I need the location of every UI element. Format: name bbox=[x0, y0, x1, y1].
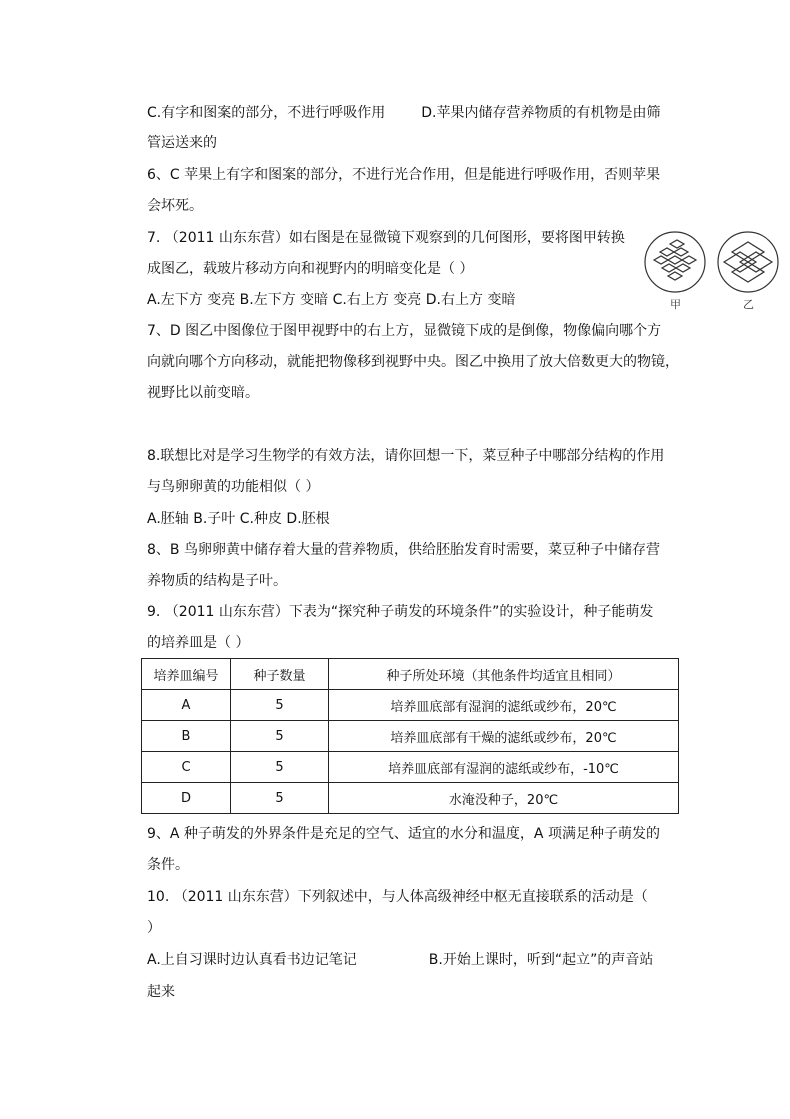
question-7-options: A.左下方 变亮 B.左下方 变暗 C.右上方 变亮 D.右上方 变暗 bbox=[147, 292, 516, 308]
table-cell: D bbox=[142, 783, 231, 814]
question-8: 8.联想比对是学习生物学的有效方法，请你回想一下，菜豆种子中哪部分结构的作用 bbox=[147, 448, 665, 464]
option-d: D.苹果内储存营养物质的有机物是由筛 bbox=[421, 105, 661, 121]
answer-8-cont: 养物质的结构是子叶。 bbox=[147, 573, 287, 589]
answer-7-cont: 视野比以前变暗。 bbox=[147, 385, 259, 401]
question-10: 10. （2011 山东东营）下列叙述中，与人体高级神经中枢无直接联系的活动是（ bbox=[147, 889, 648, 905]
table-cell: 5 bbox=[231, 721, 329, 752]
table-cell: 培养皿底部有干燥的滤纸或纱布，20℃ bbox=[329, 721, 679, 752]
field-yi bbox=[718, 232, 778, 292]
table-cell: 培养皿底部有湿润的滤纸或纱布，20℃ bbox=[329, 690, 679, 721]
figure-label-jia: 甲 bbox=[670, 298, 681, 311]
table-cell: A bbox=[142, 690, 231, 721]
table-cell: 水淹没种子，20℃ bbox=[329, 783, 679, 814]
table-row bbox=[142, 721, 679, 752]
question-7-cont: 成图乙，载玻片移动方向和视野内的明暗变化是（ ） bbox=[147, 261, 474, 277]
table-row bbox=[142, 690, 679, 721]
question-7: 7. （2011 山东东营）如右图是在显微镜下观察到的几何图形，要将图甲转换 bbox=[147, 230, 625, 246]
table-row bbox=[142, 752, 679, 783]
table-cell: B bbox=[142, 721, 231, 752]
table-cell: 5 bbox=[231, 690, 329, 721]
option-c-d-line bbox=[147, 103, 660, 123]
question-8-cont: 与鸟卵卵黄的功能相似（ ） bbox=[147, 479, 320, 495]
microscope-fields-diagram bbox=[640, 230, 790, 310]
question-10-cont: ） bbox=[147, 920, 161, 936]
figure-label-yi: 乙 bbox=[743, 298, 754, 311]
option-a: A.上自习课时边认真看书边记笔记 bbox=[147, 952, 357, 968]
text-line: 会坏死。 bbox=[147, 198, 203, 214]
question-9: 9. （2011 山东东营）下表为“探究种子萌发的环境条件”的实验设计，种子能萌发 bbox=[147, 604, 654, 620]
table-cell: 5 bbox=[231, 783, 329, 814]
table-cell: 5 bbox=[231, 752, 329, 783]
question-9-cont: 的培养皿是（ ） bbox=[147, 635, 250, 651]
table-cell: C bbox=[142, 752, 231, 783]
table-cell: 培养皿底部有湿润的滤纸或纱布，-10℃ bbox=[329, 752, 679, 783]
option-a-b-line bbox=[147, 950, 653, 970]
text-line: 起来 bbox=[147, 984, 175, 1000]
experiment-table bbox=[141, 658, 679, 814]
table-header-cell: 种子所处环境（其他条件均适宜且相同） bbox=[329, 659, 679, 690]
table-header-cell: 培养皿编号 bbox=[142, 659, 231, 690]
answer-9: 9、A 种子萌发的外界条件是充足的空气、适宜的水分和温度，A 项满足种子萌发的 bbox=[147, 826, 660, 842]
answer-7: 7、D 图乙中图像位于图甲视野中的右上方，显微镜下成的是倒像，物像偏向哪个方 bbox=[147, 323, 662, 339]
table-row bbox=[142, 783, 679, 814]
answer-6: 6、C 苹果上有字和图案的部分，不进行光合作用，但是能进行呼吸作用，否则苹果 bbox=[147, 167, 661, 183]
question-8-options: A.胚轴 B.子叶 C.种皮 D.胚根 bbox=[147, 511, 330, 527]
answer-8: 8、B 鸟卵卵黄中储存着大量的营养物质，供给胚胎发育时需要，菜豆种子中储存营 bbox=[147, 542, 660, 558]
microscope-figure bbox=[640, 230, 790, 310]
table-header-row bbox=[142, 659, 679, 690]
text-line: 管运送来的 bbox=[147, 135, 217, 151]
table-header-cell: 种子数量 bbox=[231, 659, 329, 690]
option-b: B.开始上课时，听到“起立”的声音站 bbox=[428, 952, 654, 968]
answer-7-cont: 向就向哪个方向移动，就能把物像移到视野中央。图乙中换用了放大倍数更大的物镜， bbox=[147, 354, 679, 370]
answer-9-cont: 条件。 bbox=[147, 857, 189, 873]
option-c: C.有字和图案的部分，不进行呼吸作用 bbox=[147, 105, 386, 121]
field-jia bbox=[645, 232, 705, 292]
